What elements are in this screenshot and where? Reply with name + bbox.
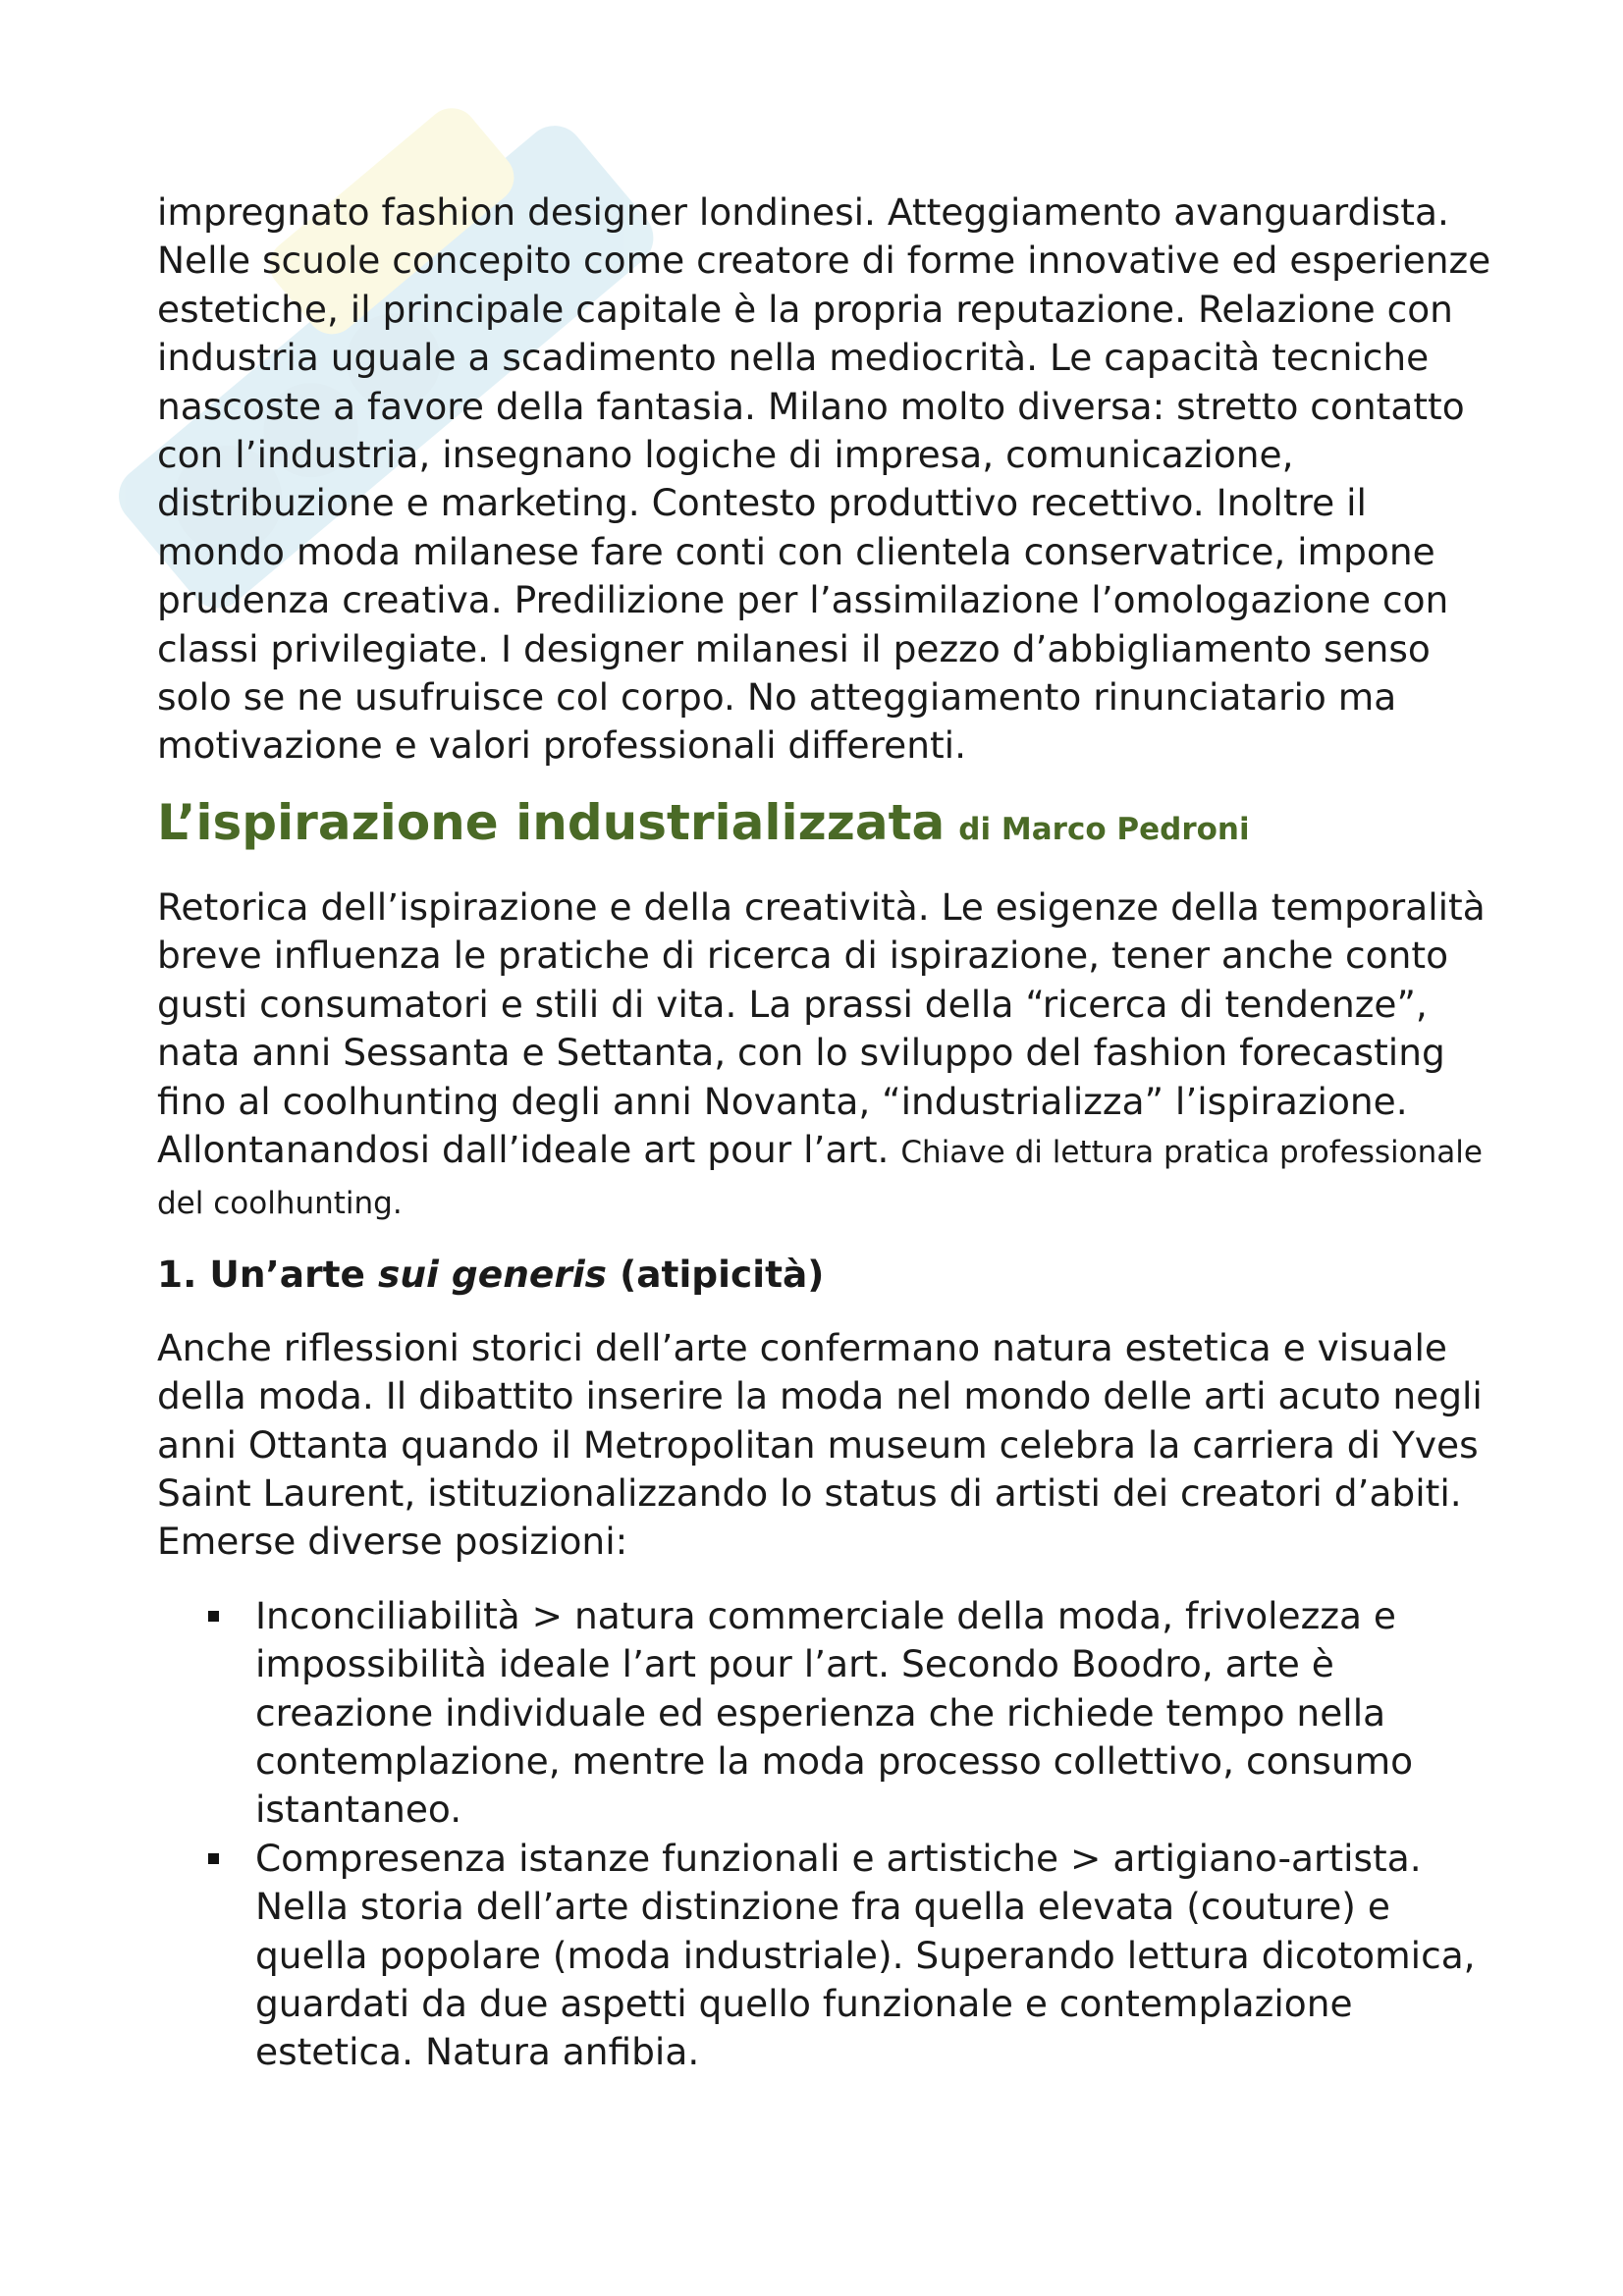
subsection-emphasis: sui generis (378, 1252, 608, 1296)
square-bullet-icon (208, 1853, 219, 1864)
list-item (157, 1835, 1502, 2077)
bullet-list (157, 1592, 1502, 2077)
subsection-heading (157, 1251, 1502, 1299)
section-text: Retorica dell’ispirazione e della creatività. Le esigenze della temporalità breve influenza le pratiche di ricerca di ispirazione, tener anche conto gusti consumatori e stili di vita. La prassi della “ricerca di tendenze”, nata anni Sessanta e Settanta, con lo sviluppo del fashion forecasting fino al coolhunting degli anni Novanta, “industrializza” l’ispirazione. Allontanandosi dall’ideale art pour l’art. (157, 884, 1486, 1171)
list-item-text: Inconciliabilità > natura commerciale della moda, frivolezza e impossibilità ideale l’art pour l’art. Secondo Boodro, arte è creazione individuale ed esperienza che richiede tempo nella contemplazione, mentre la moda processo collettivo, consumo istantaneo. (255, 1593, 1414, 1832)
list-item (157, 1592, 1502, 1835)
section-heading (157, 794, 1502, 858)
square-bullet-icon (208, 1611, 219, 1622)
subsection-paragraph: Anche riflessioni storici dell’arte confermano natura estetica e visuale della moda. Il dibattito inserire la moda nel mondo delle arti acuto negli anni Ottanta quando il Metropolitan museum celebra la carriera di Yves Saint Laurent, istituzionalizzando lo status di artisti dei creatori d’abiti. Emerse diverse posizioni: (157, 1325, 1483, 1564)
list-item-text: Compresenza istanze funzionali e artistiche > artigiano-artista. Nella storia dell’arte distinzione fra quella elevata (couture) e quella popolare (moda industriale). Superando lettura dicotomica, guardati da due aspetti quello funzionale e contemplazione estetica. Natura anfibia. (255, 1836, 1476, 2074)
intro-paragraph: impregnato fashion designer londinesi. Atteggiamento avanguardista. Nelle scuole concepito come creatore di forme innovative ed esperienze estetiche, il principale capitale è la propria reputazione. Relazione con industria uguale a scadimento nella mediocrità. Le capacità tecniche nascoste a favore della fantasia. Milano molto diversa: stretto contatto con l’industria, insegnano logiche di impresa, comunicazione, distribuzione e marketing. Contesto produttivo recettivo. Inoltre il mondo moda milanese fare conti con clientela conservatrice, impone prudenza creativa. Predilizione per l’assimilazione l’omologazione con classi privilegiate. I designer milanesi il pezzo d’abbigliamento senso solo se ne usufruisce col corpo. No atteggiamento rinunciatario ma motivazione e valori professionali differenti. (157, 190, 1491, 768)
section-title: L’ispirazione industrializzata (157, 793, 946, 851)
section-byline: di Marco Pedroni (958, 811, 1250, 847)
document-page (157, 188, 1502, 2077)
subsection-suffix: (atipicità) (607, 1252, 825, 1296)
section-note: Chiave di lettura pratica professionale del coolhunting. (157, 1134, 1483, 1222)
section-paragraph (157, 883, 1502, 1229)
subsection-prefix: 1. Un’arte (157, 1252, 378, 1296)
